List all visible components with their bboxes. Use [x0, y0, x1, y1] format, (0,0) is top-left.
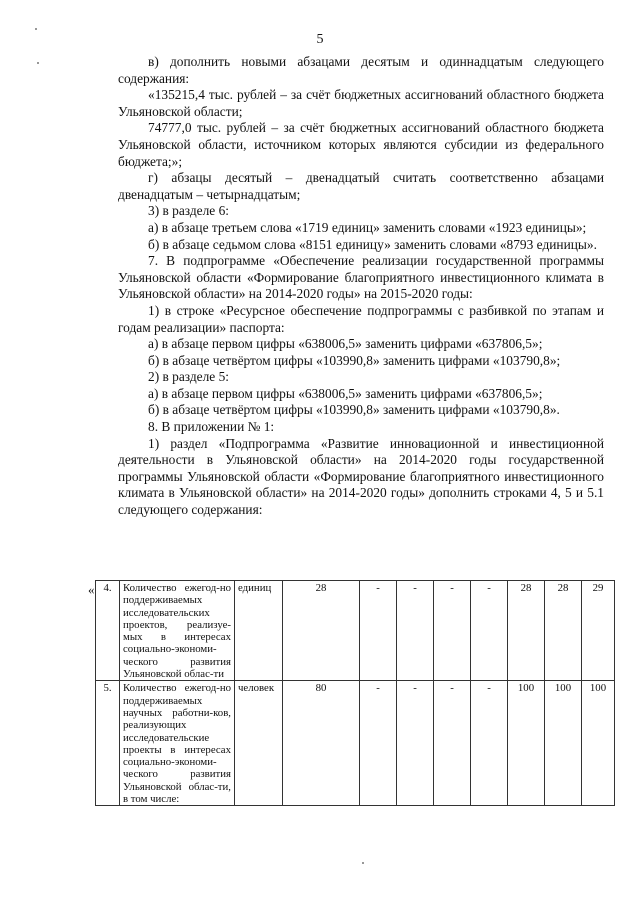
unit-cell: человек: [235, 681, 283, 806]
year-value-cell: 28: [508, 581, 545, 681]
paragraph: 74777,0 тыс. рублей – за счёт бюджетных ассигнований областного бюджета Ульяновской области, источником которых являются субсидии из федерального бюджета;»;: [118, 120, 604, 169]
indicator-name: Количество ежегод-но поддерживаемых научных работни-ков, реализующих исследовательские проекты в интересах социально-экономи-ческого развития Ульяновской облас-ти, в том числе:: [120, 681, 235, 806]
page-number: 5: [316, 32, 324, 47]
year-value-cell: -: [471, 681, 508, 806]
document-body: [118, 54, 604, 519]
paragraph: г) абзацы десятый – двенадцатый считать соответственно абзацами двенадцатым – четырнадцатым;: [118, 170, 604, 202]
year-value-cell: -: [471, 581, 508, 681]
year-value-cell: 100: [582, 681, 615, 806]
scan-speck: [362, 862, 364, 864]
year-value-cell: 28: [545, 581, 582, 681]
paragraph: в) дополнить новыми абзацами десятым и одиннадцатым следующего содержания:: [118, 54, 604, 86]
year-value-cell: -: [360, 681, 397, 806]
base-value-cell: 28: [283, 581, 360, 681]
year-value-cell: -: [360, 581, 397, 681]
paragraph: 8. В приложении № 1:: [148, 419, 275, 435]
indicator-name: Количество ежегод-но поддерживаемых исследовательских проектов, реализуе-мых в интересах социально-экономи-ческого развития Ульяновской облас-ти: [120, 581, 235, 681]
opening-quote: «: [88, 582, 95, 597]
year-value-cell: -: [397, 681, 434, 806]
year-value-cell: -: [434, 681, 471, 806]
paragraph: 3) в разделе 6:: [148, 203, 230, 219]
row-number: 5.: [96, 681, 120, 806]
year-value-cell: 29: [582, 581, 615, 681]
paragraph: а) в абзаце первом цифры «638006,5» заменить цифрами «637806,5»;: [148, 385, 543, 401]
table-row: [96, 681, 615, 806]
paragraph: 1) в строке «Ресурсное обеспечение подпрограммы с разбивкой по этапам и годам реализации» паспорта:: [118, 302, 604, 335]
scan-speck: [35, 28, 37, 30]
base-value-cell: 80: [283, 681, 360, 806]
paragraph: а) в абзаце третьем слова «1719 единиц» заменить словами «1923 единицы»;: [148, 219, 587, 235]
paragraph: 1) раздел «Подпрограмма «Развитие инновационной и инвестиционной деятельности в Ульяновской области» на 2014-2020 годы государственной программы Ульяновской области «Формирование благоприятного инвестиционного климата в Ульяновской области» на 2014-2020 годы» дополнить строками 4, 5 и 5.1 следующего содержания:: [118, 435, 604, 518]
year-value-cell: -: [434, 581, 471, 681]
paragraph: б) в абзаце четвёртом цифры «103990,8» заменить цифрами «103790,8».: [148, 402, 560, 418]
paragraph: 2) в разделе 5:: [148, 369, 230, 385]
indicator-table: [95, 580, 615, 806]
paragraph: б) в абзаце седьмом слова «8151 единицу» заменить словами «8793 единицы».: [148, 236, 597, 252]
year-value-cell: -: [397, 581, 434, 681]
year-value-cell: 100: [545, 681, 582, 806]
unit-cell: единиц: [235, 581, 283, 681]
table-row: [96, 581, 615, 681]
paragraph: б) в абзаце четвёртом цифры «103990,8» заменить цифрами «103790,8»;: [148, 352, 561, 368]
row-number: 4.: [96, 581, 120, 681]
scan-speck: [37, 62, 39, 64]
paragraph: а) в абзаце первом цифры «638006,5» заменить цифрами «637806,5»;: [148, 336, 543, 352]
paragraph: «135215,4 тыс. рублей – за счёт бюджетных ассигнований областного бюджета Ульяновской области;: [118, 87, 604, 119]
paragraph: 7. В подпрограмме «Обеспечение реализации государственной программы Ульяновской области «Формирование благоприятного инвестиционного климата в Ульяновской области» на 2014-2020 годы» на 2015-2020 годы:: [118, 253, 604, 302]
year-value-cell: 100: [508, 681, 545, 806]
